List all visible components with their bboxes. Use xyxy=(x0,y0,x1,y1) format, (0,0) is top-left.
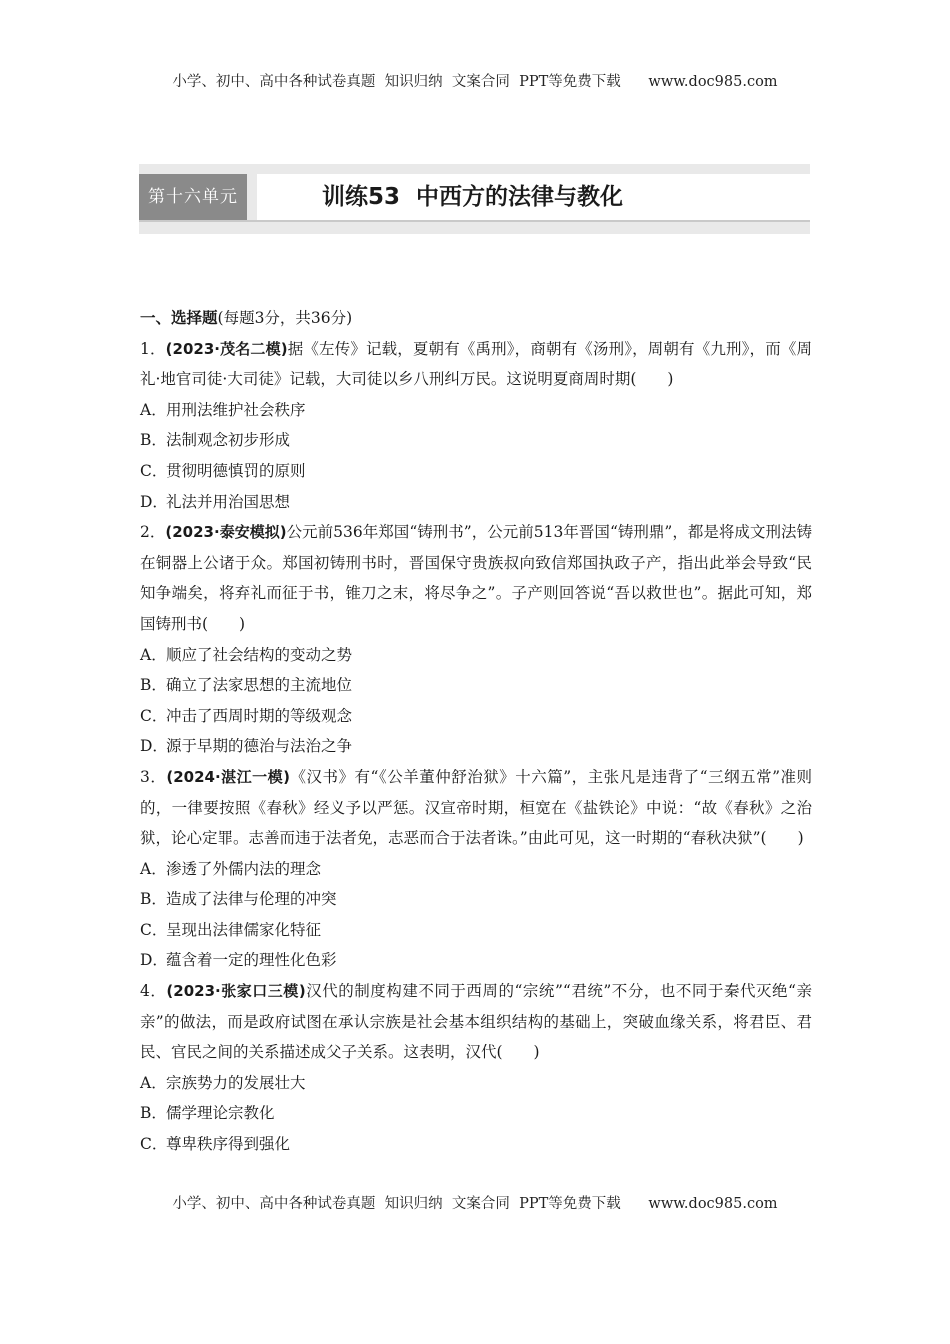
option-text: 确立了法家思想的主流地位 xyxy=(166,676,353,695)
unit-label: 第十六单元 xyxy=(139,174,247,220)
option-letter: D． xyxy=(140,951,168,970)
option-letter: A． xyxy=(140,1073,167,1092)
option-text: 宗族势力的发展壮大 xyxy=(166,1073,306,1092)
option-text: 贯彻明德慎罚的原则 xyxy=(166,461,306,480)
question-text: 公元前536年郑国“铸刑书”，公元前513年晋国“铸刑鼎”，都是将成文刑法铸在铜器上公诸于众。郑国初铸刑书时，晋国保守贵族叔向致信郑国执政子产，指出此举会导致“民知争端矣，将弃礼而征于书，锥刀之末，将尽争之”。子产则回答说“吾以救世也”。据此可知，郑国铸刑书( ) xyxy=(140,523,812,633)
question-stem xyxy=(140,976,812,1068)
option-a[interactable] xyxy=(140,640,812,671)
option-b[interactable] xyxy=(140,425,812,456)
option-letter: C． xyxy=(140,920,168,939)
option-text: 呈现出法律儒家化特征 xyxy=(166,920,322,939)
option-d[interactable] xyxy=(140,945,812,976)
section-title: 一、选择题 xyxy=(140,309,218,327)
option-letter: B． xyxy=(140,676,167,695)
question-stem xyxy=(140,517,812,639)
option-b[interactable] xyxy=(140,884,812,915)
option-text: 尊卑秩序得到强化 xyxy=(166,1135,291,1154)
page-header: 小学、初中、高中各种试卷真题 知识归纳 文案合同 PPT等免费下载 www.doc985.com xyxy=(172,74,778,90)
question-content xyxy=(140,303,812,1160)
lesson-title: 训练53 中西方的法律与教化 xyxy=(322,184,624,210)
question-source: (2023·泰安模拟) xyxy=(165,523,287,542)
option-letter: D． xyxy=(140,737,168,756)
option-a[interactable] xyxy=(140,1068,812,1099)
question-source: (2023·茂名二模) xyxy=(165,339,288,358)
option-letter: B． xyxy=(140,1104,167,1123)
option-letter: B． xyxy=(140,890,167,909)
page-footer: 小学、初中、高中各种试卷真题 知识归纳 文案合同 PPT等免费下载 www.doc985.com xyxy=(172,1196,778,1212)
option-text: 冲击了西周时期的等级观念 xyxy=(166,706,353,725)
option-text: 儒学理论宗教化 xyxy=(166,1104,275,1123)
option-text: 蕴含着一定的理性化色彩 xyxy=(166,951,337,970)
option-text: 顺应了社会结构的变动之势 xyxy=(166,645,353,664)
question-2 xyxy=(140,517,812,762)
option-letter: C． xyxy=(140,706,168,725)
option-c[interactable] xyxy=(140,701,812,732)
option-letter: A． xyxy=(140,400,167,419)
option-letter: A． xyxy=(140,859,167,878)
option-c[interactable] xyxy=(140,915,812,946)
option-letter: A． xyxy=(140,645,167,664)
question-stem xyxy=(140,762,812,854)
option-a[interactable] xyxy=(140,854,812,885)
option-a[interactable] xyxy=(140,395,812,426)
option-d[interactable] xyxy=(140,731,812,762)
option-letter: B． xyxy=(140,431,167,450)
unit-banner xyxy=(139,164,810,234)
question-4 xyxy=(140,976,812,1160)
question-source: (2024·湛江一模) xyxy=(166,767,291,786)
question-text: 汉代的制度构建不同于西周的“宗统”“君统”不分，也不同于秦代灭绝“亲亲”的做法，而是政府试图在承认宗族是社会基本组织结构的基础上，突破血缘关系，将君臣、君民、官民之间的关系描述成父子关系。这表明，汉代( ) xyxy=(140,982,812,1062)
question-text: 《汉书》有“《公羊董仲舒治狱》十六篇”，主张凡是违背了“三纲五常”准则的，一律要按照《春秋》经义予以严惩。汉宣帝时期，桓宽在《盐铁论》中说：“故《春秋》之治狱，论心定罪。志善而违于法者免，志恶而合于法者诛。”由此可见，这一时期的“春秋决狱”( ) xyxy=(140,767,812,848)
question-number: 1． xyxy=(140,339,166,358)
question-1 xyxy=(140,334,812,518)
option-letter: C． xyxy=(140,461,168,480)
section-heading xyxy=(140,303,812,334)
option-text: 渗透了外儒内法的理念 xyxy=(166,859,322,878)
option-c[interactable] xyxy=(140,1129,812,1160)
option-text: 礼法并用治国思想 xyxy=(166,492,291,511)
section-note: (每题3分，共36分) xyxy=(217,309,353,327)
option-text: 用刑法维护社会秩序 xyxy=(166,400,306,419)
question-3 xyxy=(140,762,812,976)
question-number: 4． xyxy=(140,982,167,1001)
question-source: (2023·张家口三模) xyxy=(166,982,306,1001)
banner-strip xyxy=(139,174,810,222)
option-letter: D． xyxy=(140,492,168,511)
question-text: 据《左传》记载，夏朝有《禹刑》，商朝有《汤刑》，周朝有《九刑》，而《周礼·地官司徒·大司徒》记载，大司徒以乡八刑纠万民。这说明夏商周时期( ) xyxy=(140,339,812,389)
option-b[interactable] xyxy=(140,670,812,701)
question-number: 3． xyxy=(140,767,167,786)
option-d[interactable] xyxy=(140,487,812,518)
option-text: 法制观念初步形成 xyxy=(166,431,291,450)
option-c[interactable] xyxy=(140,456,812,487)
option-letter: C． xyxy=(140,1135,168,1154)
question-number: 2． xyxy=(140,523,166,542)
option-text: 源于早期的德治与法治之争 xyxy=(166,737,353,756)
option-b[interactable] xyxy=(140,1098,812,1129)
banner-divider xyxy=(247,174,257,220)
option-text: 造成了法律与伦理的冲突 xyxy=(166,890,337,909)
question-stem xyxy=(140,334,812,395)
